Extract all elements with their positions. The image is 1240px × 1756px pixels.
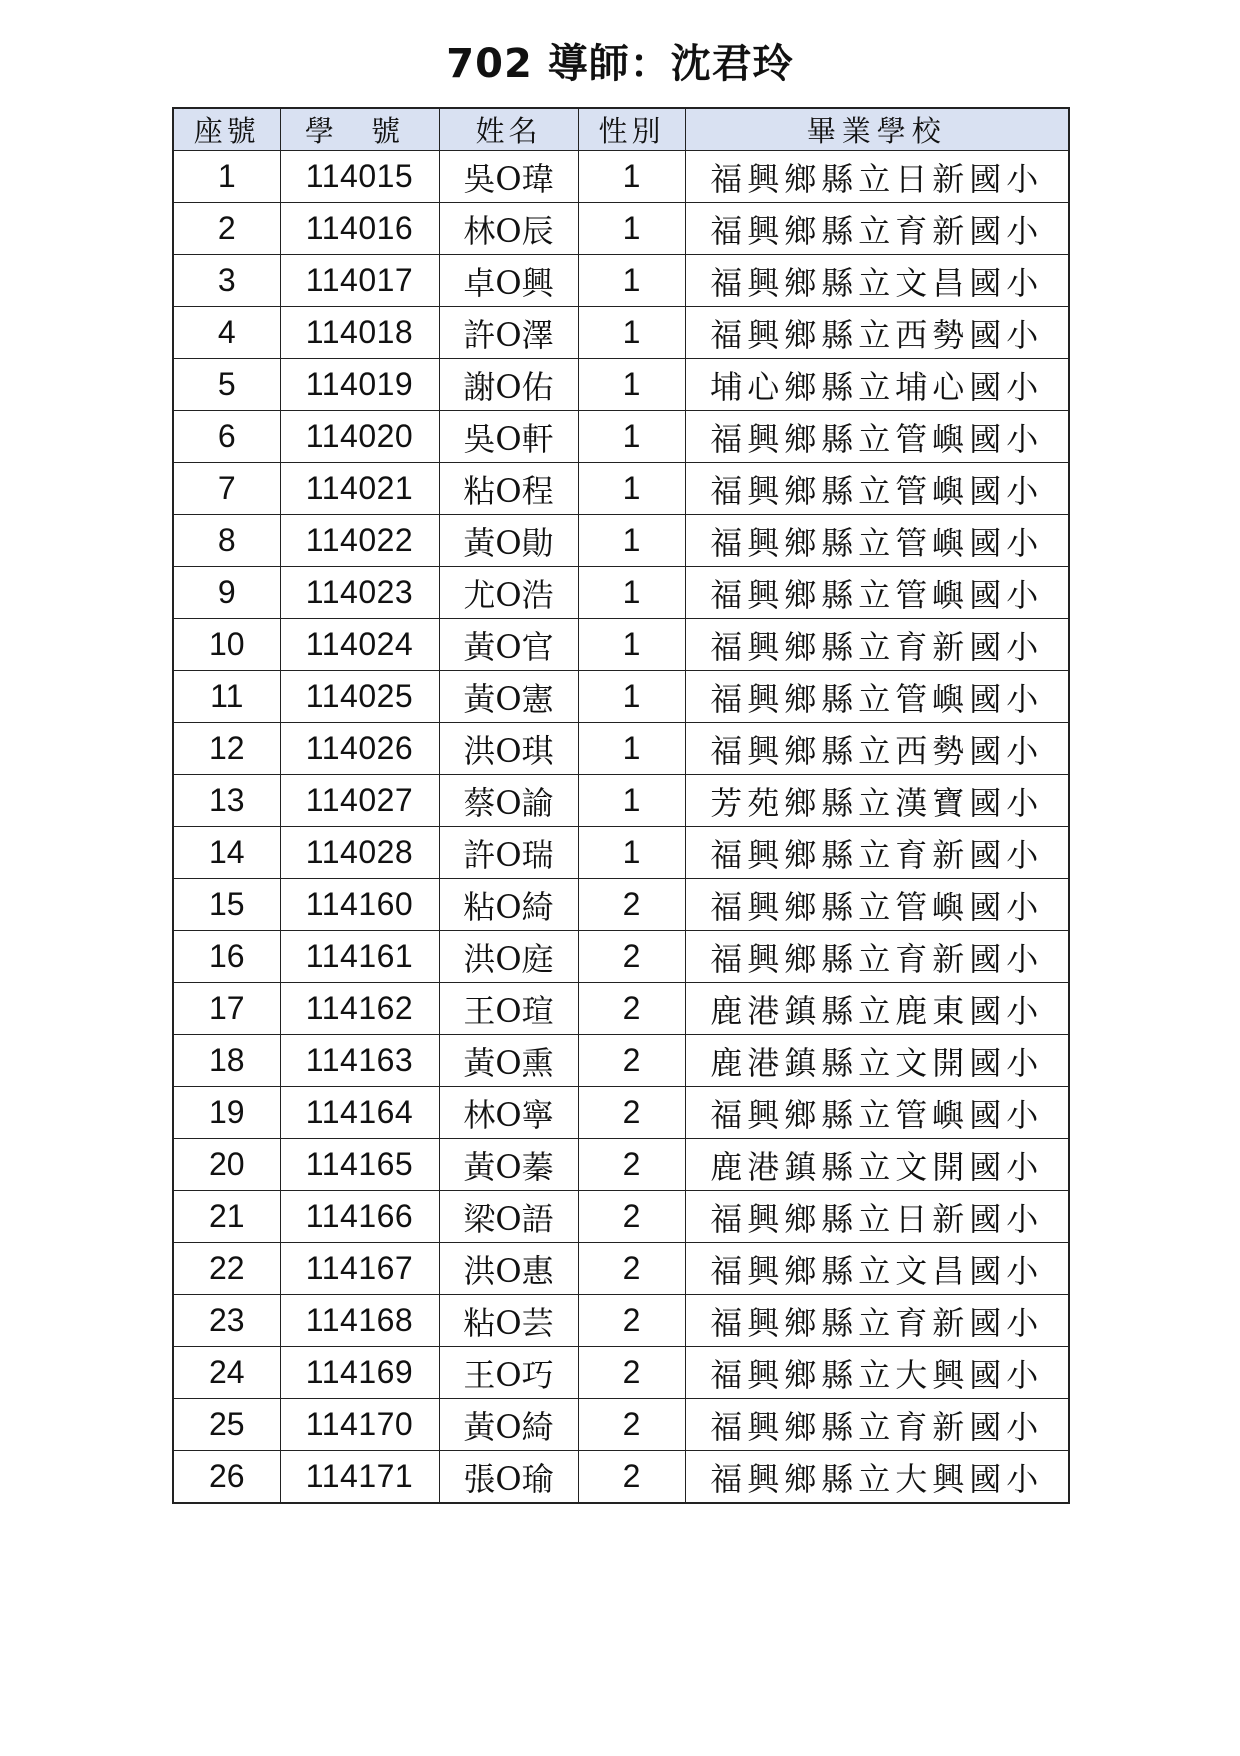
cell-name: 林O寧 <box>439 1087 578 1139</box>
cell-name: 王O瑄 <box>439 983 578 1035</box>
cell-seat: 16 <box>173 931 280 983</box>
cell-school: 福興鄉縣立文昌國小 <box>685 1243 1069 1295</box>
table-row <box>173 619 1069 671</box>
cell-student-id: 114022 <box>280 515 439 567</box>
cell-school: 福興鄉縣立育新國小 <box>685 931 1069 983</box>
cell-student-id: 114020 <box>280 411 439 463</box>
cell-gender: 2 <box>578 931 685 983</box>
cell-school: 福興鄉縣立管嶼國小 <box>685 411 1069 463</box>
table-row <box>173 1399 1069 1451</box>
table-row <box>173 1087 1069 1139</box>
cell-seat: 23 <box>173 1295 280 1347</box>
cell-name: 黃O蓁 <box>439 1139 578 1191</box>
cell-gender: 1 <box>578 723 685 775</box>
cell-gender: 1 <box>578 463 685 515</box>
cell-school: 鹿港鎮縣立文開國小 <box>685 1035 1069 1087</box>
cell-gender: 2 <box>578 879 685 931</box>
table-row <box>173 1191 1069 1243</box>
table-row <box>173 879 1069 931</box>
cell-school: 福興鄉縣立管嶼國小 <box>685 671 1069 723</box>
cell-student-id: 114169 <box>280 1347 439 1399</box>
cell-school: 福興鄉縣立管嶼國小 <box>685 515 1069 567</box>
cell-gender: 1 <box>578 203 685 255</box>
cell-student-id: 114166 <box>280 1191 439 1243</box>
table-row <box>173 827 1069 879</box>
cell-name: 許O瑞 <box>439 827 578 879</box>
cell-name: 梁O語 <box>439 1191 578 1243</box>
cell-gender: 2 <box>578 1191 685 1243</box>
cell-school: 埔心鄉縣立埔心國小 <box>685 359 1069 411</box>
cell-student-id: 114160 <box>280 879 439 931</box>
cell-seat: 7 <box>173 463 280 515</box>
cell-gender: 2 <box>578 1399 685 1451</box>
cell-school: 福興鄉縣立日新國小 <box>685 151 1069 203</box>
cell-name: 粘O程 <box>439 463 578 515</box>
cell-gender: 2 <box>578 1243 685 1295</box>
cell-seat: 20 <box>173 1139 280 1191</box>
cell-seat: 13 <box>173 775 280 827</box>
cell-gender: 2 <box>578 1451 685 1504</box>
cell-school: 福興鄉縣立文昌國小 <box>685 255 1069 307</box>
cell-seat: 6 <box>173 411 280 463</box>
cell-name: 卓O興 <box>439 255 578 307</box>
cell-name: 黃O官 <box>439 619 578 671</box>
table-row <box>173 151 1069 203</box>
cell-seat: 24 <box>173 1347 280 1399</box>
table-row <box>173 255 1069 307</box>
cell-name: 洪O琪 <box>439 723 578 775</box>
cell-seat: 14 <box>173 827 280 879</box>
cell-name: 王O巧 <box>439 1347 578 1399</box>
cell-school: 福興鄉縣立大興國小 <box>685 1451 1069 1504</box>
cell-gender: 1 <box>578 151 685 203</box>
cell-school: 福興鄉縣立育新國小 <box>685 203 1069 255</box>
table-row <box>173 983 1069 1035</box>
cell-seat: 25 <box>173 1399 280 1451</box>
cell-seat: 18 <box>173 1035 280 1087</box>
cell-gender: 1 <box>578 567 685 619</box>
cell-gender: 1 <box>578 515 685 567</box>
cell-name: 許O澤 <box>439 307 578 359</box>
cell-student-id: 114165 <box>280 1139 439 1191</box>
table-body <box>173 151 1069 1504</box>
cell-seat: 5 <box>173 359 280 411</box>
table-row <box>173 1139 1069 1191</box>
cell-name: 黃O綺 <box>439 1399 578 1451</box>
header-student-id: 學 號 <box>280 108 439 151</box>
cell-school: 福興鄉縣立育新國小 <box>685 1399 1069 1451</box>
table-row <box>173 723 1069 775</box>
cell-school: 福興鄉縣立管嶼國小 <box>685 879 1069 931</box>
cell-student-id: 114170 <box>280 1399 439 1451</box>
cell-gender: 1 <box>578 671 685 723</box>
cell-student-id: 114019 <box>280 359 439 411</box>
cell-school: 福興鄉縣立大興國小 <box>685 1347 1069 1399</box>
cell-seat: 10 <box>173 619 280 671</box>
cell-seat: 12 <box>173 723 280 775</box>
cell-student-id: 114026 <box>280 723 439 775</box>
cell-name: 蔡O諭 <box>439 775 578 827</box>
cell-gender: 2 <box>578 1035 685 1087</box>
cell-school: 福興鄉縣立西勢國小 <box>685 723 1069 775</box>
table-row <box>173 463 1069 515</box>
cell-student-id: 114162 <box>280 983 439 1035</box>
cell-school: 福興鄉縣立管嶼國小 <box>685 567 1069 619</box>
cell-name: 粘O芸 <box>439 1295 578 1347</box>
cell-gender: 1 <box>578 775 685 827</box>
cell-school: 福興鄉縣立育新國小 <box>685 827 1069 879</box>
cell-name: 洪O惠 <box>439 1243 578 1295</box>
cell-student-id: 114018 <box>280 307 439 359</box>
cell-student-id: 114167 <box>280 1243 439 1295</box>
cell-student-id: 114025 <box>280 671 439 723</box>
header-name: 姓名 <box>439 108 578 151</box>
cell-name: 張O瑜 <box>439 1451 578 1504</box>
cell-student-id: 114015 <box>280 151 439 203</box>
cell-school: 福興鄉縣立育新國小 <box>685 619 1069 671</box>
cell-student-id: 114017 <box>280 255 439 307</box>
cell-gender: 1 <box>578 827 685 879</box>
cell-gender: 2 <box>578 1139 685 1191</box>
cell-seat: 3 <box>173 255 280 307</box>
header-row <box>173 108 1069 151</box>
cell-gender: 1 <box>578 411 685 463</box>
cell-student-id: 114028 <box>280 827 439 879</box>
student-roster-table <box>172 107 1070 1504</box>
cell-gender: 2 <box>578 1087 685 1139</box>
cell-seat: 22 <box>173 1243 280 1295</box>
cell-student-id: 114163 <box>280 1035 439 1087</box>
cell-name: 吳O軒 <box>439 411 578 463</box>
cell-name: 黃O熏 <box>439 1035 578 1087</box>
cell-name: 粘O綺 <box>439 879 578 931</box>
cell-name: 尤O浩 <box>439 567 578 619</box>
table-row <box>173 1243 1069 1295</box>
cell-seat: 11 <box>173 671 280 723</box>
cell-school: 福興鄉縣立日新國小 <box>685 1191 1069 1243</box>
header-seat: 座號 <box>173 108 280 151</box>
table-row <box>173 1451 1069 1504</box>
cell-seat: 8 <box>173 515 280 567</box>
cell-school: 福興鄉縣立育新國小 <box>685 1295 1069 1347</box>
table-row <box>173 359 1069 411</box>
cell-school: 鹿港鎮縣立文開國小 <box>685 1139 1069 1191</box>
table-row <box>173 411 1069 463</box>
table-row <box>173 203 1069 255</box>
cell-seat: 26 <box>173 1451 280 1504</box>
cell-student-id: 114016 <box>280 203 439 255</box>
header-gender: 性別 <box>578 108 685 151</box>
cell-student-id: 114161 <box>280 931 439 983</box>
cell-gender: 1 <box>578 359 685 411</box>
cell-name: 洪O庭 <box>439 931 578 983</box>
cell-school: 福興鄉縣立西勢國小 <box>685 307 1069 359</box>
cell-seat: 4 <box>173 307 280 359</box>
cell-gender: 1 <box>578 255 685 307</box>
cell-student-id: 114027 <box>280 775 439 827</box>
table-row <box>173 515 1069 567</box>
table-row <box>173 1347 1069 1399</box>
cell-gender: 1 <box>578 307 685 359</box>
cell-name: 黃O憲 <box>439 671 578 723</box>
cell-name: 林O辰 <box>439 203 578 255</box>
cell-school: 福興鄉縣立管嶼國小 <box>685 1087 1069 1139</box>
cell-student-id: 114024 <box>280 619 439 671</box>
page-title: 702 導師：沈君玲 <box>446 41 794 87</box>
cell-gender: 2 <box>578 1347 685 1399</box>
cell-seat: 9 <box>173 567 280 619</box>
cell-seat: 21 <box>173 1191 280 1243</box>
cell-gender: 2 <box>578 983 685 1035</box>
cell-seat: 1 <box>173 151 280 203</box>
table-row <box>173 671 1069 723</box>
cell-gender: 1 <box>578 619 685 671</box>
table-row <box>173 567 1069 619</box>
header-school: 畢業學校 <box>685 108 1069 151</box>
cell-name: 吳O瑋 <box>439 151 578 203</box>
cell-student-id: 114021 <box>280 463 439 515</box>
table-header <box>173 108 1069 151</box>
table-row <box>173 931 1069 983</box>
table-row <box>173 1295 1069 1347</box>
cell-student-id: 114168 <box>280 1295 439 1347</box>
cell-school: 鹿港鎮縣立鹿東國小 <box>685 983 1069 1035</box>
cell-seat: 15 <box>173 879 280 931</box>
cell-seat: 2 <box>173 203 280 255</box>
table-row <box>173 307 1069 359</box>
cell-school: 福興鄉縣立管嶼國小 <box>685 463 1069 515</box>
cell-student-id: 114023 <box>280 567 439 619</box>
table-row <box>173 775 1069 827</box>
cell-name: 黃O勛 <box>439 515 578 567</box>
cell-gender: 2 <box>578 1295 685 1347</box>
cell-student-id: 114164 <box>280 1087 439 1139</box>
cell-student-id: 114171 <box>280 1451 439 1504</box>
cell-seat: 17 <box>173 983 280 1035</box>
cell-name: 謝O佑 <box>439 359 578 411</box>
cell-school: 芳苑鄉縣立漢寶國小 <box>685 775 1069 827</box>
table-row <box>173 1035 1069 1087</box>
cell-seat: 19 <box>173 1087 280 1139</box>
